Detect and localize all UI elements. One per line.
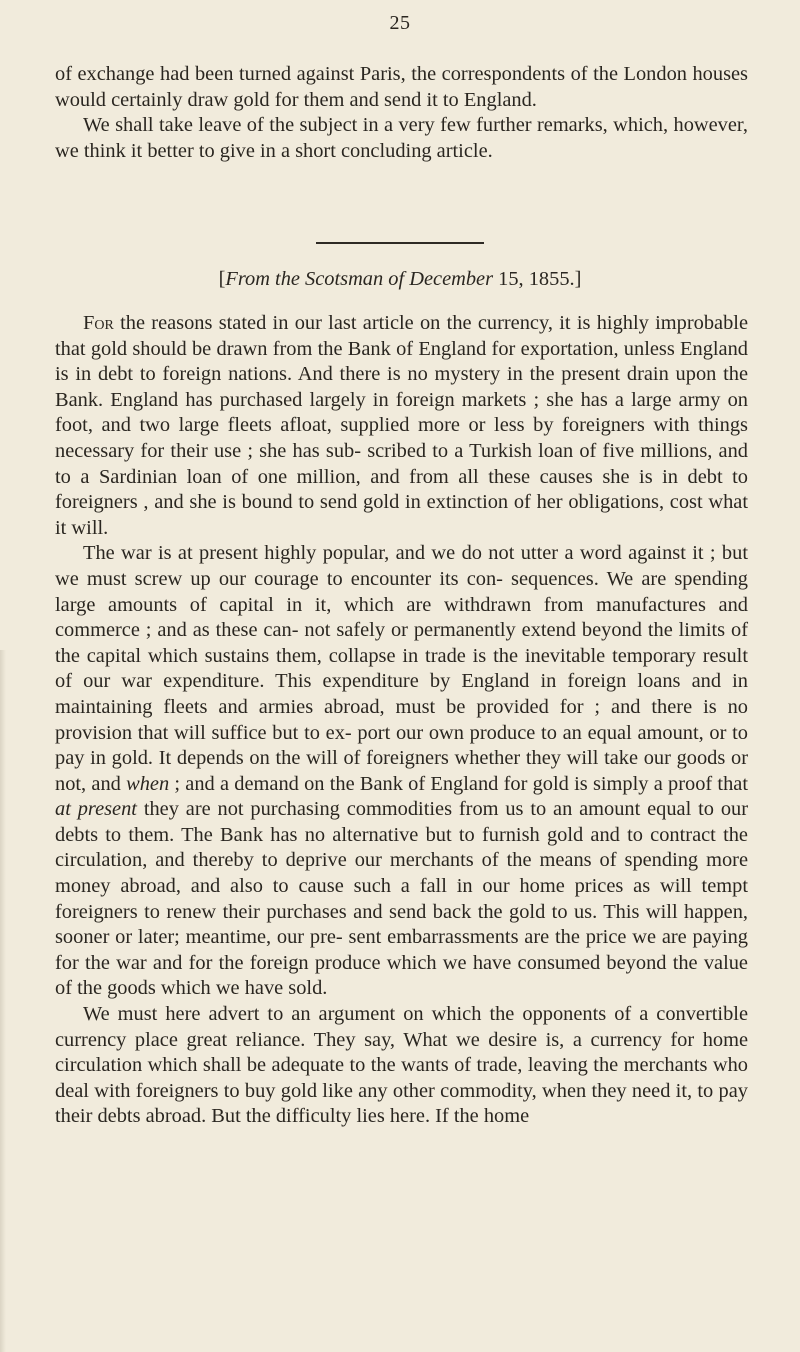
section-divider bbox=[316, 242, 484, 244]
emphasis-when: when bbox=[126, 772, 170, 795]
paragraph-2-text-b: ; and a demand on the Bank of England for gold is simply a proof that bbox=[169, 772, 748, 795]
source-citation bbox=[200, 268, 600, 291]
source-italic: From the Scotsman of December bbox=[225, 268, 494, 290]
continued-text bbox=[55, 62, 748, 164]
paragraph-1-text: the reasons stated in our last article on the currency, it is highly improbable that gold should be drawn from the Bank of England for exportation, unless England is in debt to foreign nations. And there is no mystery in the present drain upon the Bank. England has purchased largely in foreign markets ; she has a large army on foot, and two large fleets afloat, supplied more or less by foreigners with things necessary for their use ; she has sub- scribed to a Turkish loan of five millions, and to a Sardinian loan of one million, and from all these causes she is in debt to foreigners , and she is bound to send gold in extinction of her obligations, cost what it will. bbox=[55, 312, 748, 539]
paragraph-lead-word: For bbox=[83, 312, 114, 334]
article-body bbox=[55, 311, 748, 1130]
page-number: 25 bbox=[389, 12, 411, 34]
emphasis-at-present: at present bbox=[55, 798, 137, 821]
paragraph-2-text-c: they are not purchasing commodities from us to an amount equal to our debts to them. The Bank has no alternative but to furnish gold and to contract the circulation, and thereby to deprive our merchants of the means of spending more money abroad, and also to cause such a fall in our home prices as will tempt foreigners to renew their purchases and send back the gold to us. This will happen, sooner or later; meantime, our pre- sent embarrassments are the price we are paying for the war and for the foreign produce which we have consumed beyond the value of the goods which we have sold. bbox=[55, 798, 748, 1000]
source-date: 15, 1855.] bbox=[493, 268, 582, 290]
source-open-bracket: [ bbox=[218, 268, 226, 290]
page-edge-shadow bbox=[0, 650, 6, 1352]
paragraph-2-text-a: The war is at present highly popular, and we do not utter a word against it ; but we must screw up our courage to encounter its con- sequences. We are spending large amounts of capital in it, which are withdrawn from manufactures and commerce ; and as these can- not safely or permanently extend beyond the limits of the capital which sustains them, collapse in trade is the inevitable temporary result of our war expenditure. This expenditure by England in foreign loans and in maintaining fleets and armies abroad, must be provided for ; and there is no provision that will suffice but to ex- port our own produce to an equal amount, or to pay in gold. It depends on the will of foreigners whether they will take our goods or not, and bbox=[55, 542, 748, 795]
article-paragraph-2 bbox=[55, 541, 748, 1002]
article-paragraph-3: We must here advert to an argument on which the opponents of a convertible currency place great reliance. They say, What we desire is, a currency for home circulation which shall be adequate to the wants of trade, leaving the merchants who deal with foreigners to buy gold like any other commodity, when they need it, to pay their debts abroad. But the difficulty lies here. If the home bbox=[55, 1003, 748, 1128]
paragraph-continued: of exchange had been turned against Paris, the correspondents of the London houses would certainly draw gold for them and send it to England. bbox=[55, 63, 748, 111]
paragraph-closing-remark: We shall take leave of the subject in a very few further remarks, which, however, we think it better to give in a short concluding article. bbox=[55, 114, 748, 162]
article-paragraph-1 bbox=[55, 311, 748, 541]
